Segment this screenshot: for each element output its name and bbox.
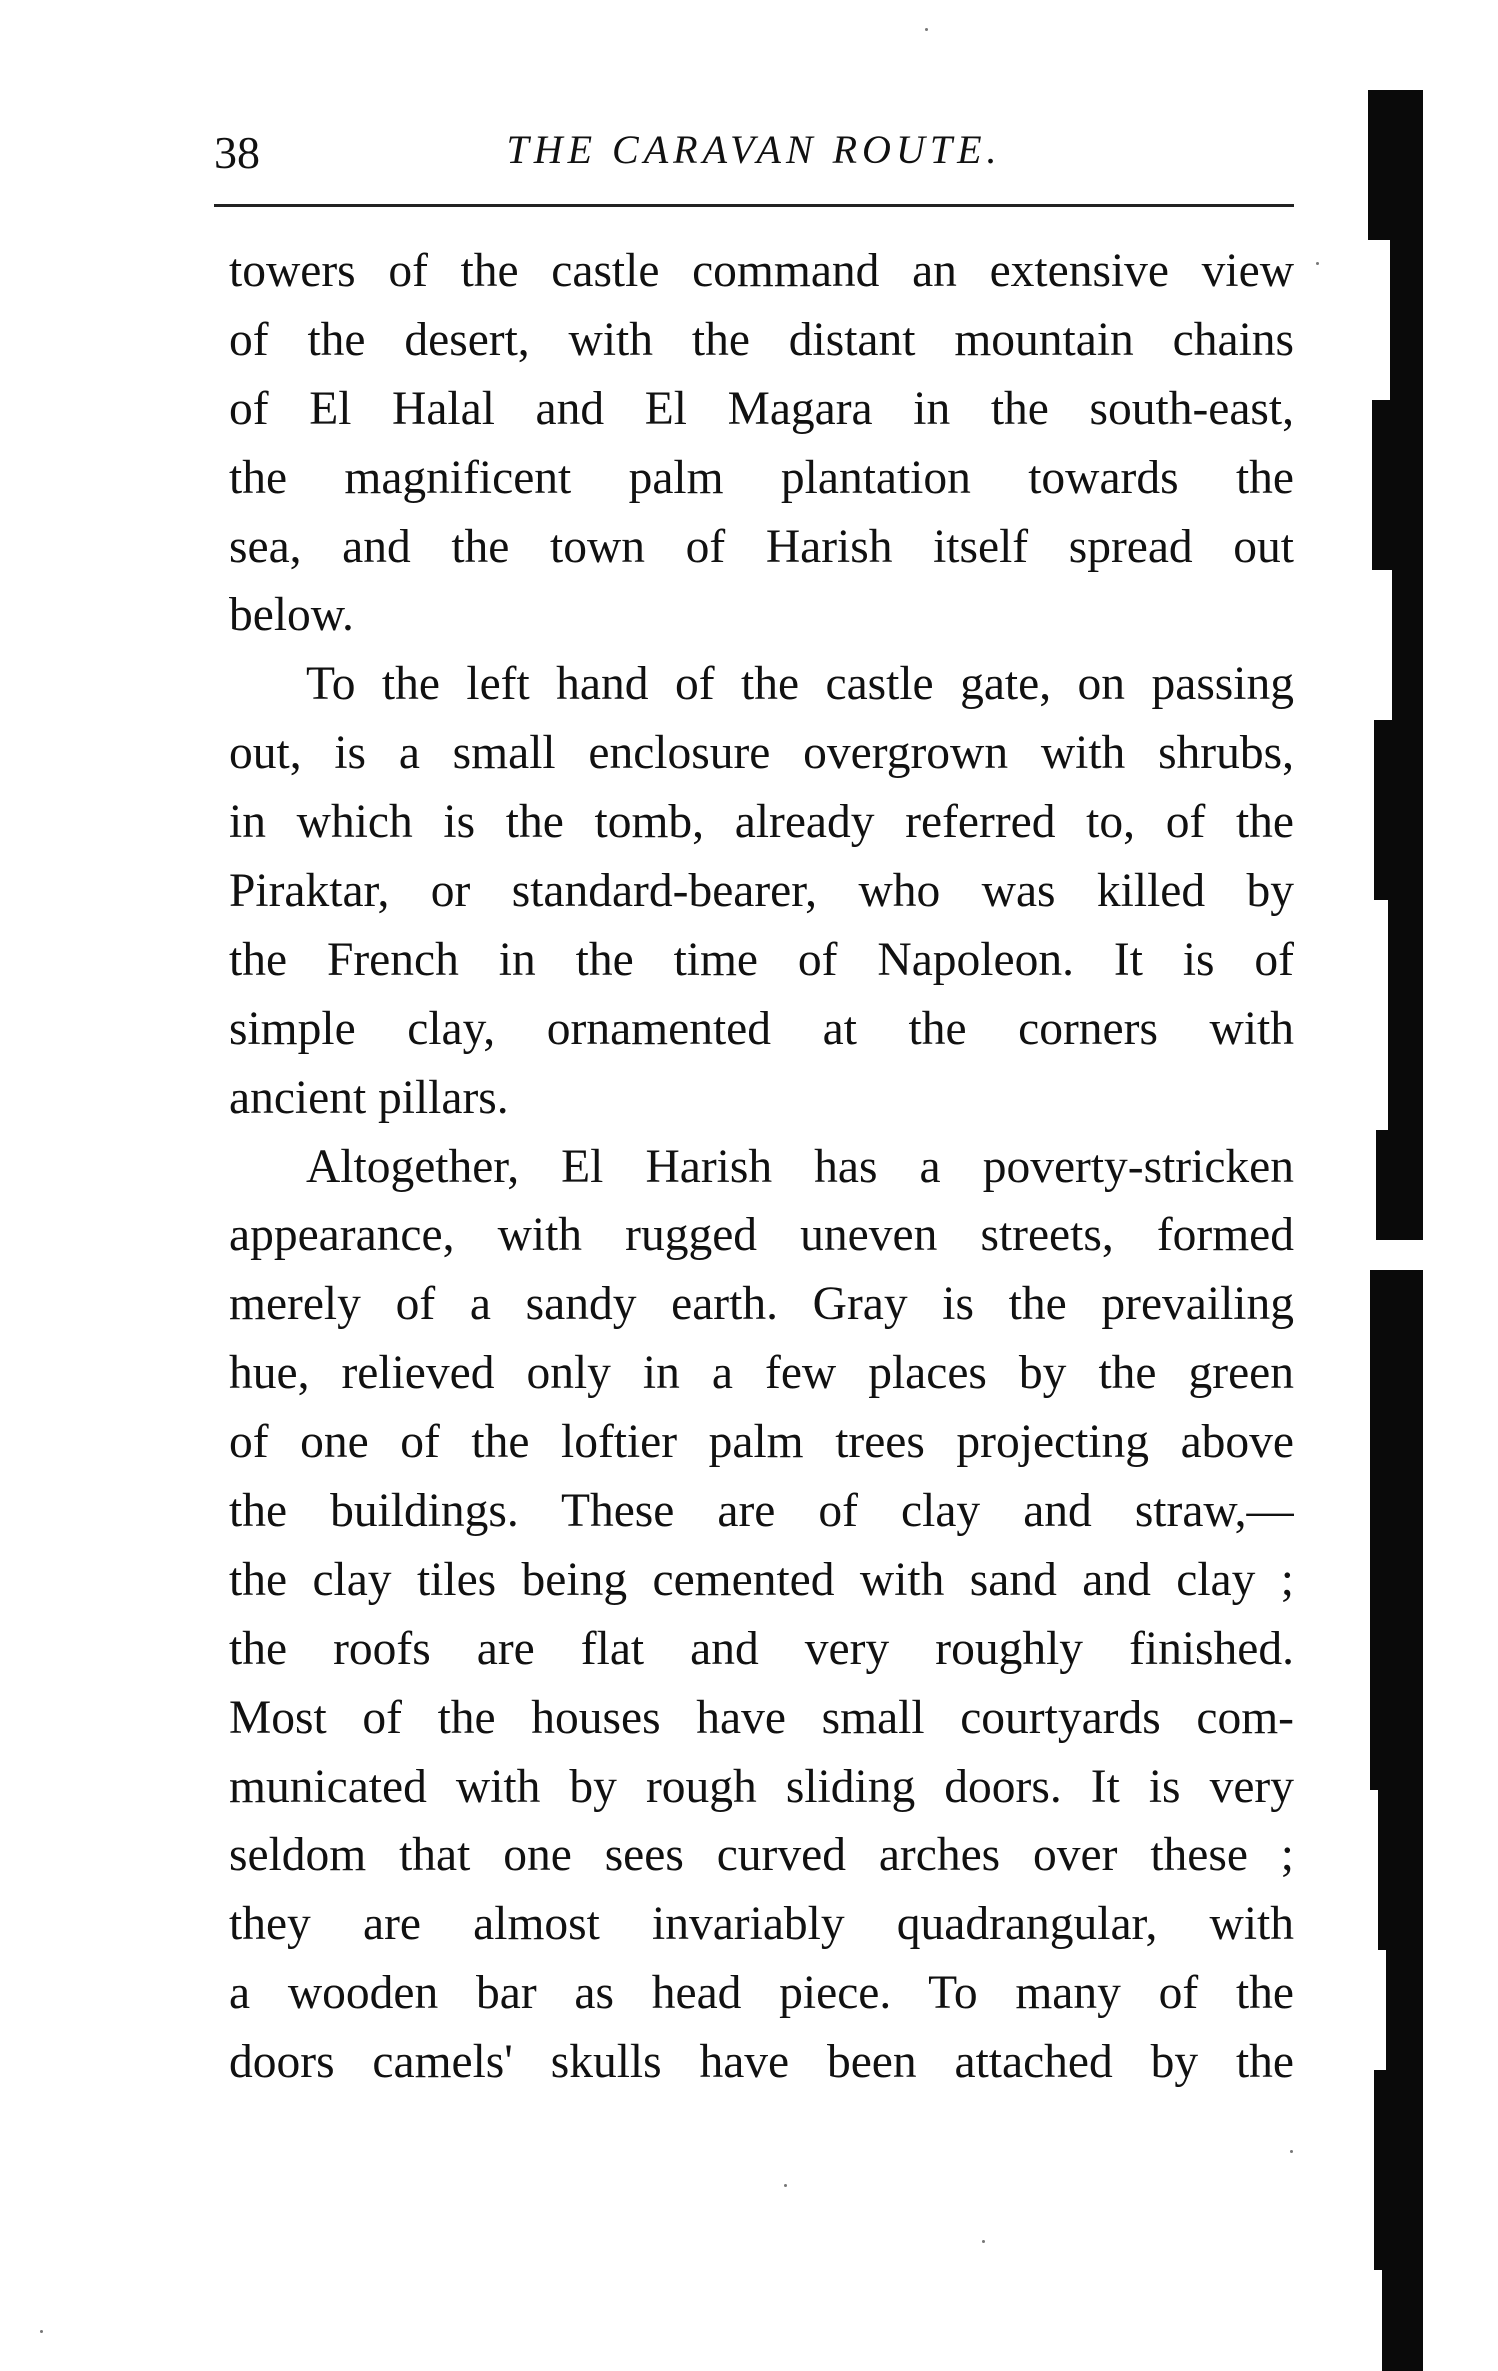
body-text	[229, 237, 1294, 2097]
text-line: the magnificent palm plantation towards the	[229, 451, 1294, 504]
text-line: in which is the tomb, already referred to, of the	[229, 796, 1294, 849]
text-line: the buildings. These are of clay and straw,—	[229, 1485, 1294, 1538]
text-line: Most of the houses have small courtyards com-	[229, 1691, 1294, 1744]
running-head	[214, 118, 1294, 188]
running-title: THE CARAVAN ROUTE.	[506, 127, 1002, 172]
text-line: the clay tiles being cemented with sand and clay ;	[229, 1553, 1294, 1606]
text-line: they are almost invariably quadrangular, with	[229, 1898, 1294, 1951]
text-line: hue, relieved only in a few places by the green	[229, 1347, 1294, 1400]
text-line: municated with by rough sliding doors. It is very	[229, 1760, 1294, 1813]
text-line: seldom that one sees curved arches over these ;	[229, 1829, 1294, 1882]
text-line: doors camels' skulls have been attached by the	[229, 2036, 1294, 2089]
text-line: of the desert, with the distant mountain chains	[229, 313, 1294, 366]
page-number: 38	[214, 127, 260, 178]
text-line: ancient pillars.	[229, 1071, 509, 1124]
scan-speck	[784, 2184, 787, 2187]
text-line: sea, and the town of Harish itself spread out	[229, 520, 1294, 573]
text-line: of one of the loftier palm trees projecting above	[229, 1416, 1294, 1469]
header-rule	[214, 204, 1294, 207]
paragraph-start-line: To the left hand of the castle gate, on passing	[306, 658, 1294, 711]
text-line: out, is a small enclosure overgrown with shrubs,	[229, 727, 1294, 780]
scan-speck	[1316, 262, 1319, 265]
text-line: towers of the castle command an extensive view	[229, 245, 1294, 297]
text-line: the French in the time of Napoleon. It is of	[229, 933, 1294, 986]
scan-speck	[40, 2330, 43, 2333]
text-line: below.	[229, 589, 354, 642]
text-line: Piraktar, or standard-bearer, who was killed by	[229, 865, 1294, 918]
page-edge-shadow	[1368, 90, 1428, 2371]
scan-speck	[982, 2240, 985, 2243]
text-line: a wooden bar as head piece. To many of the	[229, 1967, 1294, 2020]
text-line: simple clay, ornamented at the corners with	[229, 1002, 1294, 1055]
scan-speck	[1290, 2150, 1293, 2153]
text-line: of El Halal and El Magara in the south-east,	[229, 382, 1294, 435]
scan-speck	[925, 28, 928, 31]
text-line: merely of a sandy earth. Gray is the prevailing	[229, 1278, 1294, 1331]
paragraph-start-line: Altogether, El Harish has a poverty-stricken	[306, 1140, 1294, 1193]
text-line: appearance, with rugged uneven streets, formed	[229, 1209, 1294, 1262]
text-line: the roofs are flat and very roughly finished.	[229, 1622, 1294, 1675]
